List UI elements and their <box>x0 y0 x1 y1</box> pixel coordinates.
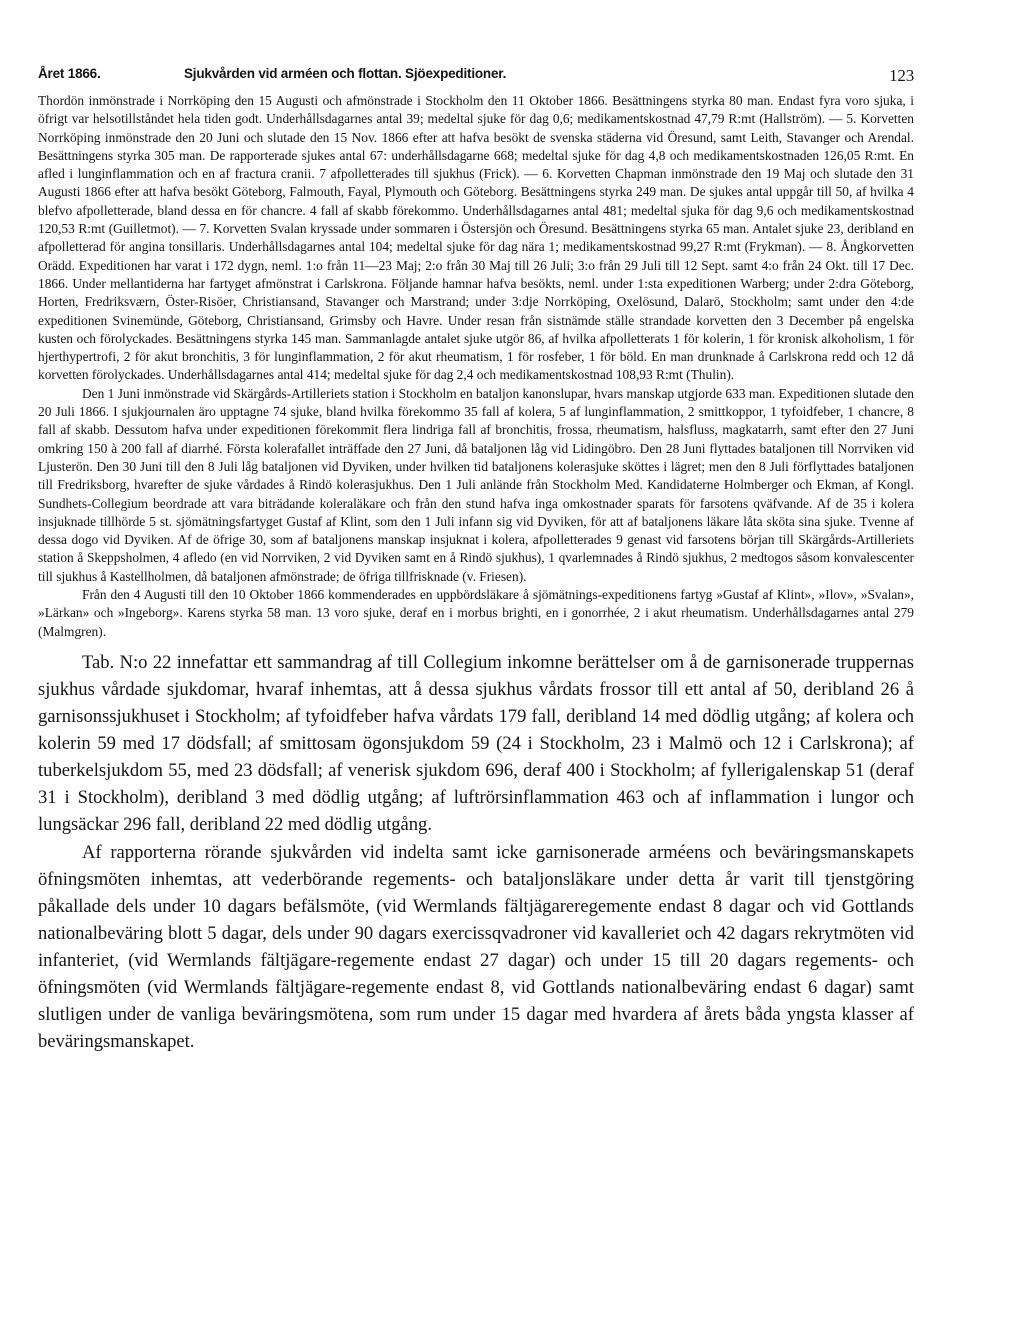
paragraph-army-exercise-meetings: Af rapporterna rörande sjukvården vid indelta samt icke garnisonerade arméens och beväringsmanskapets öfningsmöten inhemtas, att vederbörande regements- och bataljonsläkare under detta år varit till tjenstgöring påkallade dels under 10 dagars befälsmöte, (vid Wermlands fältjägareregemente endast 8 dagar och vid Gottlands nationalbeväring blott 5 dagar, dels under 90 dagars exercissqvadroner vid kavalleriet och 42 dagars rekrytmöten vid infanteriet, (vid Wermlands fältjägare-regemente endast 27 dagar) och under 15 till 20 dagars regements- och öfningsmöten (vid Wermlands fältjägare-regemente endast 8, vid Gottlands nationalbeväring endast 6 dagar) samt slutligen under de vanliga beväringsmötena, som rum under 15 dagar med hvardera af årets båda yngsta klasser af beväringsmanskapet. <box>38 841 914 1053</box>
small-print-section <box>38 92 914 641</box>
header-year: Året 1866. <box>38 66 101 81</box>
paragraph-survey-expedition: Från den 4 Augusti till den 10 Oktober 1866 kommenderades en uppbördsläkare å sjömätnings-expeditionens fartyg »Gustaf af Klint», »Ilov», »Svalan», »Lärkan» och »Ingeborg». Karens styrka 58 man. 13 voro sjuke, deraf en i morbus brighti, en i gonorrhée, 2 i akut rheumatism. Underhållsdagarnes antal 279 (Malmgren). <box>38 587 914 639</box>
large-print-section <box>38 649 914 1055</box>
document-page <box>38 62 914 1055</box>
running-header <box>38 62 914 90</box>
paragraph-gunboat-battalion: Den 1 Juni inmönstrade vid Skärgårds-Artilleriets station i Stockholm en bataljon kanonslupar, hvars manskap utgjorde 633 man. Expeditionen slutade den 20 Juli 1866. I sjukjournalen äro upptagne 74 sjuke, bland hvilka förekommo 35 fall af kolera, 5 af lunginflammation, 2 smittkoppor, 1 tyfoidfeber, 1 chancre, 8 fall af skabb. Dessutom hafva under expeditionen förekommit flera lindriga fall af bronchitis, frossa, rheumatism, halsfluss, magkatarrh, samt efter den 27 Juni omkring 150 à 200 fall af diarrhé. Första kolerafallet inträffade den 27 Juni, då bataljonen låg vid Lidingöbro. Den 28 Juni flyttades bataljonen till Norrviken vid Ljusterön. Den 30 Juni till den 8 Juli låg bataljonen vid Dyviken, under hvilken tid bataljonens kolerasjuke sköttes i lägret; men den 8 Juli förflyttades bataljonen till Fredriksborg, hvarefter de sjuke vårdades å Rindö kolerasjukhus. Den 1 Juli anlände från Stockholm Med. Kandidaterne Holmberger och Ekman, af Kongl. Sundhets-Collegium beordrade att vara biträdande koleraläkare och från den stund hafva inga omkostnader sparats för farsotens qväfvande. Af de 35 i kolera insjuknade tillhörde 5 st. sjömätningsfartyget Gustaf af Klint, som den 1 Juli infann sig vid Dyviken, för att af bataljonens läkare låta sköta sina sjuke. Tvenne af dessa dogo vid Dyviken. Af de öfrige 30, som af bataljonens manskap insjuknat i kolera, afpolletterades 9 genast vid farsotens början till Skärgårds-Artilleriets station å Skeppsholmen, 4 afledo (en vid Norrviken, 2 vid Dyviken samt en å Rindö sjukhus), 1 qvarlemnades å Rindö sjukhus, 2 medtogos såsom konvalescenter till sjukhus å Kastellholmen, då bataljonen afmönstrade; de öfriga tillfrisknade (v. Friesen). <box>38 385 914 584</box>
header-section-title: Sjukvården vid arméen och flottan. Sjöexpeditioner. <box>184 66 507 81</box>
paragraph-garrison-hospitals: Tab. N:o 22 innefattar ett sammandrag af till Collegium inkomne berättelser om å de garnisonerade truppernas sjukhus vårdade sjukdomar, hvaraf inhemtas, att å dessa sjukhus vårdats frossor till ett antal af 50, deribland 26 å garnisonssjukhuset i Stockholm; af tyfoidfeber hafva vårdats 179 fall, deribland 14 med dödlig utgång; af kolera och kolerin 59 med 17 dödsfall; af smittosam ögonsjukdom 59 (24 i Stockholm, 23 i Malmö och 12 i Carlskrona); af tuberkelsjukdom 55, med 23 dödsfall; af venerisk sjukdom 696, deraf 400 i Stockholm; af fyllerigalenskap 51 (deraf 31 i Stockholm), deribland 3 med dödlig utgång; af luftrörsinflammation 463 och af inflammation i lungor och lungsäckar 296 fall, deribland 22 med dödlig utgång. <box>38 651 914 836</box>
paragraph-naval-expeditions: Thordön inmönstrade i Norrköping den 15 Augusti och afmönstrade i Stockholm den 11 Oktober 1866. Besättningens styrka 80 man. Endast fyra voro sjuka, i öfrigt var helsotillståndet hela tiden godt. Underhållsdagarnes antal 39; medeltal sjuke för dag 0,6; medikamentskostnad 47,79 R:mt (Hallström). — 5. Korvetten Norrköping inmönstrade den 20 Juni och slutade den 15 Nov. 1866 efter att hafva besökt de svenska städerna vid Öresund, samt Leith, Stavanger och Arendal. Besättningens styrka 305 man. De rapporterade sjukes antal 67: underhållsdagarne 668; medeltal sjuke för dag 4,8 och medikamentskostnaden 126,05 R:mt. En afled i lunginflammation och en af fractura cranii. 7 afpolletterades till sjukhus (Frick). — 6. Korvetten Chapman inmönstrade den 19 Maj och slutade den 31 Augusti 1866 efter att hafva besökt Göteborg, Falmouth, Fayal, Plymouth och Göteborg. Besättningens styrka 249 man. De sjukes antal uppgår till 50, af hvilka 4 blefvo afpolletterade, bland dessa en för chancre. 4 fall af skabb förekommo. Underhållsdagarnes antal 481; medeltal sjuka för dag 9,6 och medikamentskostnad 120,53 R:mt (Guilletmot). — 7. Korvetten Svalan kryssade under sommaren i Östersjön och Öresund. Besättningens styrka 65 man. Antalet sjuke 23, deribland en afpolletterad för angina tonsillaris. Underhållsdagarnes antal 104; medeltal sjuke för dag nära 1; medikamentskostnad 99,27 R:mt (Frykman). — 8. Ångkorvetten Orädd. Expeditionen har varat i 172 dygn, neml. 1:o från 11—23 Maj; 2:o från 30 Maj till 26 Juli; 3:o från 29 Juli till 12 Sept. samt 4:o från 24 Okt. till 17 Dec. 1866. Under mellantiderna har fartyget afmönstrat i Carlskrona. Följande hamnar hafva besökts, neml. under 1:sta expeditionen Warberg; under 2:dra Göteborg, Horten, Fredriksværn, Öster-Risöer, Christiansand, Stavanger och Marstrand; under 3:dje Norrköping, Oxelösund, Dalarö, Stockholm; samt under den 4:de expeditionen Svinemünde, Göteborg, Christiansand, Grimsby och Havre. Under resan från sistnämde ställe strandade korvetten den 3 December på engelska kusten och förolyckades. Besättningens styrka 145 man. Sammanlagde antalet sjuke utgör 86, af hvilka afpolletterats 1 för kolerin, 1 för kronisk alkoholism, 1 för hjerthypertrofi, 2 för akut bronchitis, 3 för lunginflammation, 2 för akut rheumatism, 1 för rosfeber, 1 för böld. En man drunknade å Carlskrona redd och 12 då korvetten förolyckades. Underhållsdagarnes antal 414; medeltal sjuke för dag 2,4 och medikamentskostnad 108,93 R:mt (Thulin). <box>38 93 914 383</box>
page-number: 123 <box>889 66 914 85</box>
